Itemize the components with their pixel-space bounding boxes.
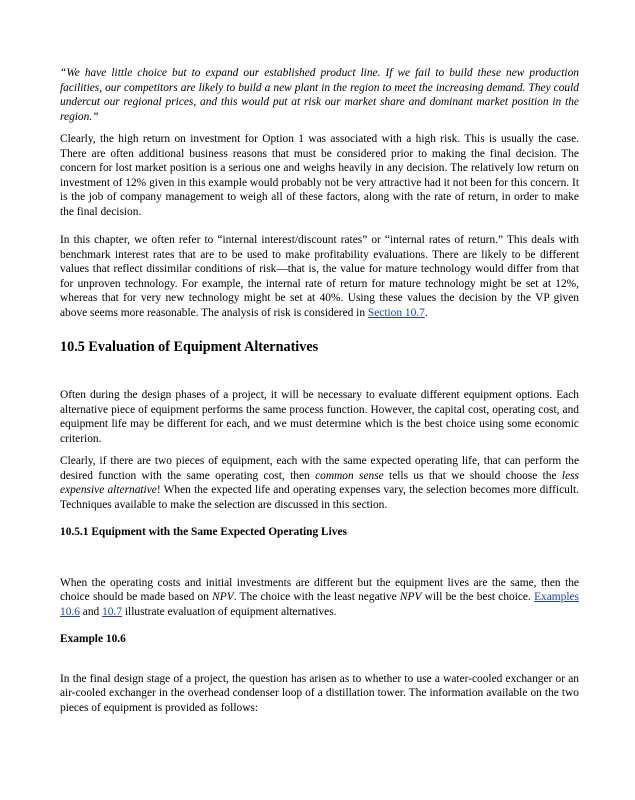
text-run: illustrate evaluation of equipment alternatives. <box>122 605 337 618</box>
paragraph-internal-rates <box>60 233 579 320</box>
text-run: . The choice with the least negative <box>233 591 400 603</box>
example-heading: Example 10.6 <box>60 633 126 645</box>
text-run: will be the best choice. <box>421 591 535 603</box>
text-run: tells us that we should choose the <box>383 469 562 482</box>
section-heading-10-5: 10.5 Evaluation of Equipment Alternatives <box>60 339 319 355</box>
vp-quote: “We have little choice but to expand our established product line. If we fail to build these new production facilities, our competitors are likely to build a new plant in the region to meet the increasing demand. They could undercut our regional prices, and this would put at risk our market share and dominant market position in the region.” <box>60 67 579 123</box>
document-page <box>60 66 579 715</box>
text-run: When the operating costs and initial investments are different but the equipment lives are the same, then the choice should be made based on <box>60 576 579 603</box>
text-run: Clearly, if there are two pieces of equipment, each with the same expected operating life, that can perform the desired function with the same operating cost, then <box>60 455 579 482</box>
paragraph-same-life <box>60 454 579 512</box>
examples-link[interactable]: Examples <box>534 591 579 603</box>
text-run: and <box>79 605 103 618</box>
paragraph-risk-return: Clearly, the high return on investment for Option 1 was associated with a high risk. This is usually the case. There are often additional business reasons that must be considered prior to making the final decision. The concern for lost market position is a serious one and weighs heavily in any decision. The relatively low return on investment of 12% given in this example would probably not be very attractive had it not been for this concern. It is the job of company management to weigh all of these factors, along with the rate of return, in order to make the final decision. <box>60 133 579 218</box>
example-10-7-link[interactable]: 10.7 <box>102 605 123 618</box>
text-run: ! When the expected life and operating expenses vary, the selection becomes more difficult. Techniques available to make the selection are discussed in this section. <box>60 484 579 511</box>
emphasis-npv: NPV <box>399 591 422 603</box>
paragraph-npv-choice <box>60 576 579 620</box>
paragraph-example-intro: In the final design stage of a project, the question has arisen as to whether to use a water-cooled exchanger or an air-cooled exchanger in the overhead condenser loop of a distillation tower. The information available on the two pieces of equipment is provided as follows: <box>60 672 579 714</box>
subsection-heading-10-5-1: 10.5.1 Equipment with the Same Expected Operating Lives <box>60 526 347 538</box>
paragraph-internal-rates-text: In this chapter, we often refer to “internal interest/discount rates” or “internal rates of return.” This deals with benchmark interest rates that are to be used to make profitability evaluations. There are likely to be different values that reflect dissimilar conditions of risk—that is, the value for mature technology would differ from that for unproven technology. For example, the internal rate of return for mature technology might be set at 12%, whereas that for very new technology might be set at 40%. Using these values the decision by the VP given above seems more reasonable. The analysis of risk is considered in <box>60 234 579 319</box>
paragraph-equipment-options: Often during the design phases of a project, it will be necessary to evaluate different equipment options. Each alternative piece of equipment performs the same process function. However, the capital cost, operating cost, and equipment life may be different for each, and we must determine which is the best choice using some economic criterion. <box>60 389 579 445</box>
emphasis-npv: NPV <box>212 591 234 603</box>
emphasis-less-expensive: less expensive alternative <box>60 469 579 496</box>
section-10-7-link[interactable]: Section 10.7 <box>367 306 425 319</box>
period: . <box>424 306 428 319</box>
example-10-6-link[interactable]: 10.6 <box>60 605 80 618</box>
emphasis-common-sense: common sense <box>315 469 384 482</box>
